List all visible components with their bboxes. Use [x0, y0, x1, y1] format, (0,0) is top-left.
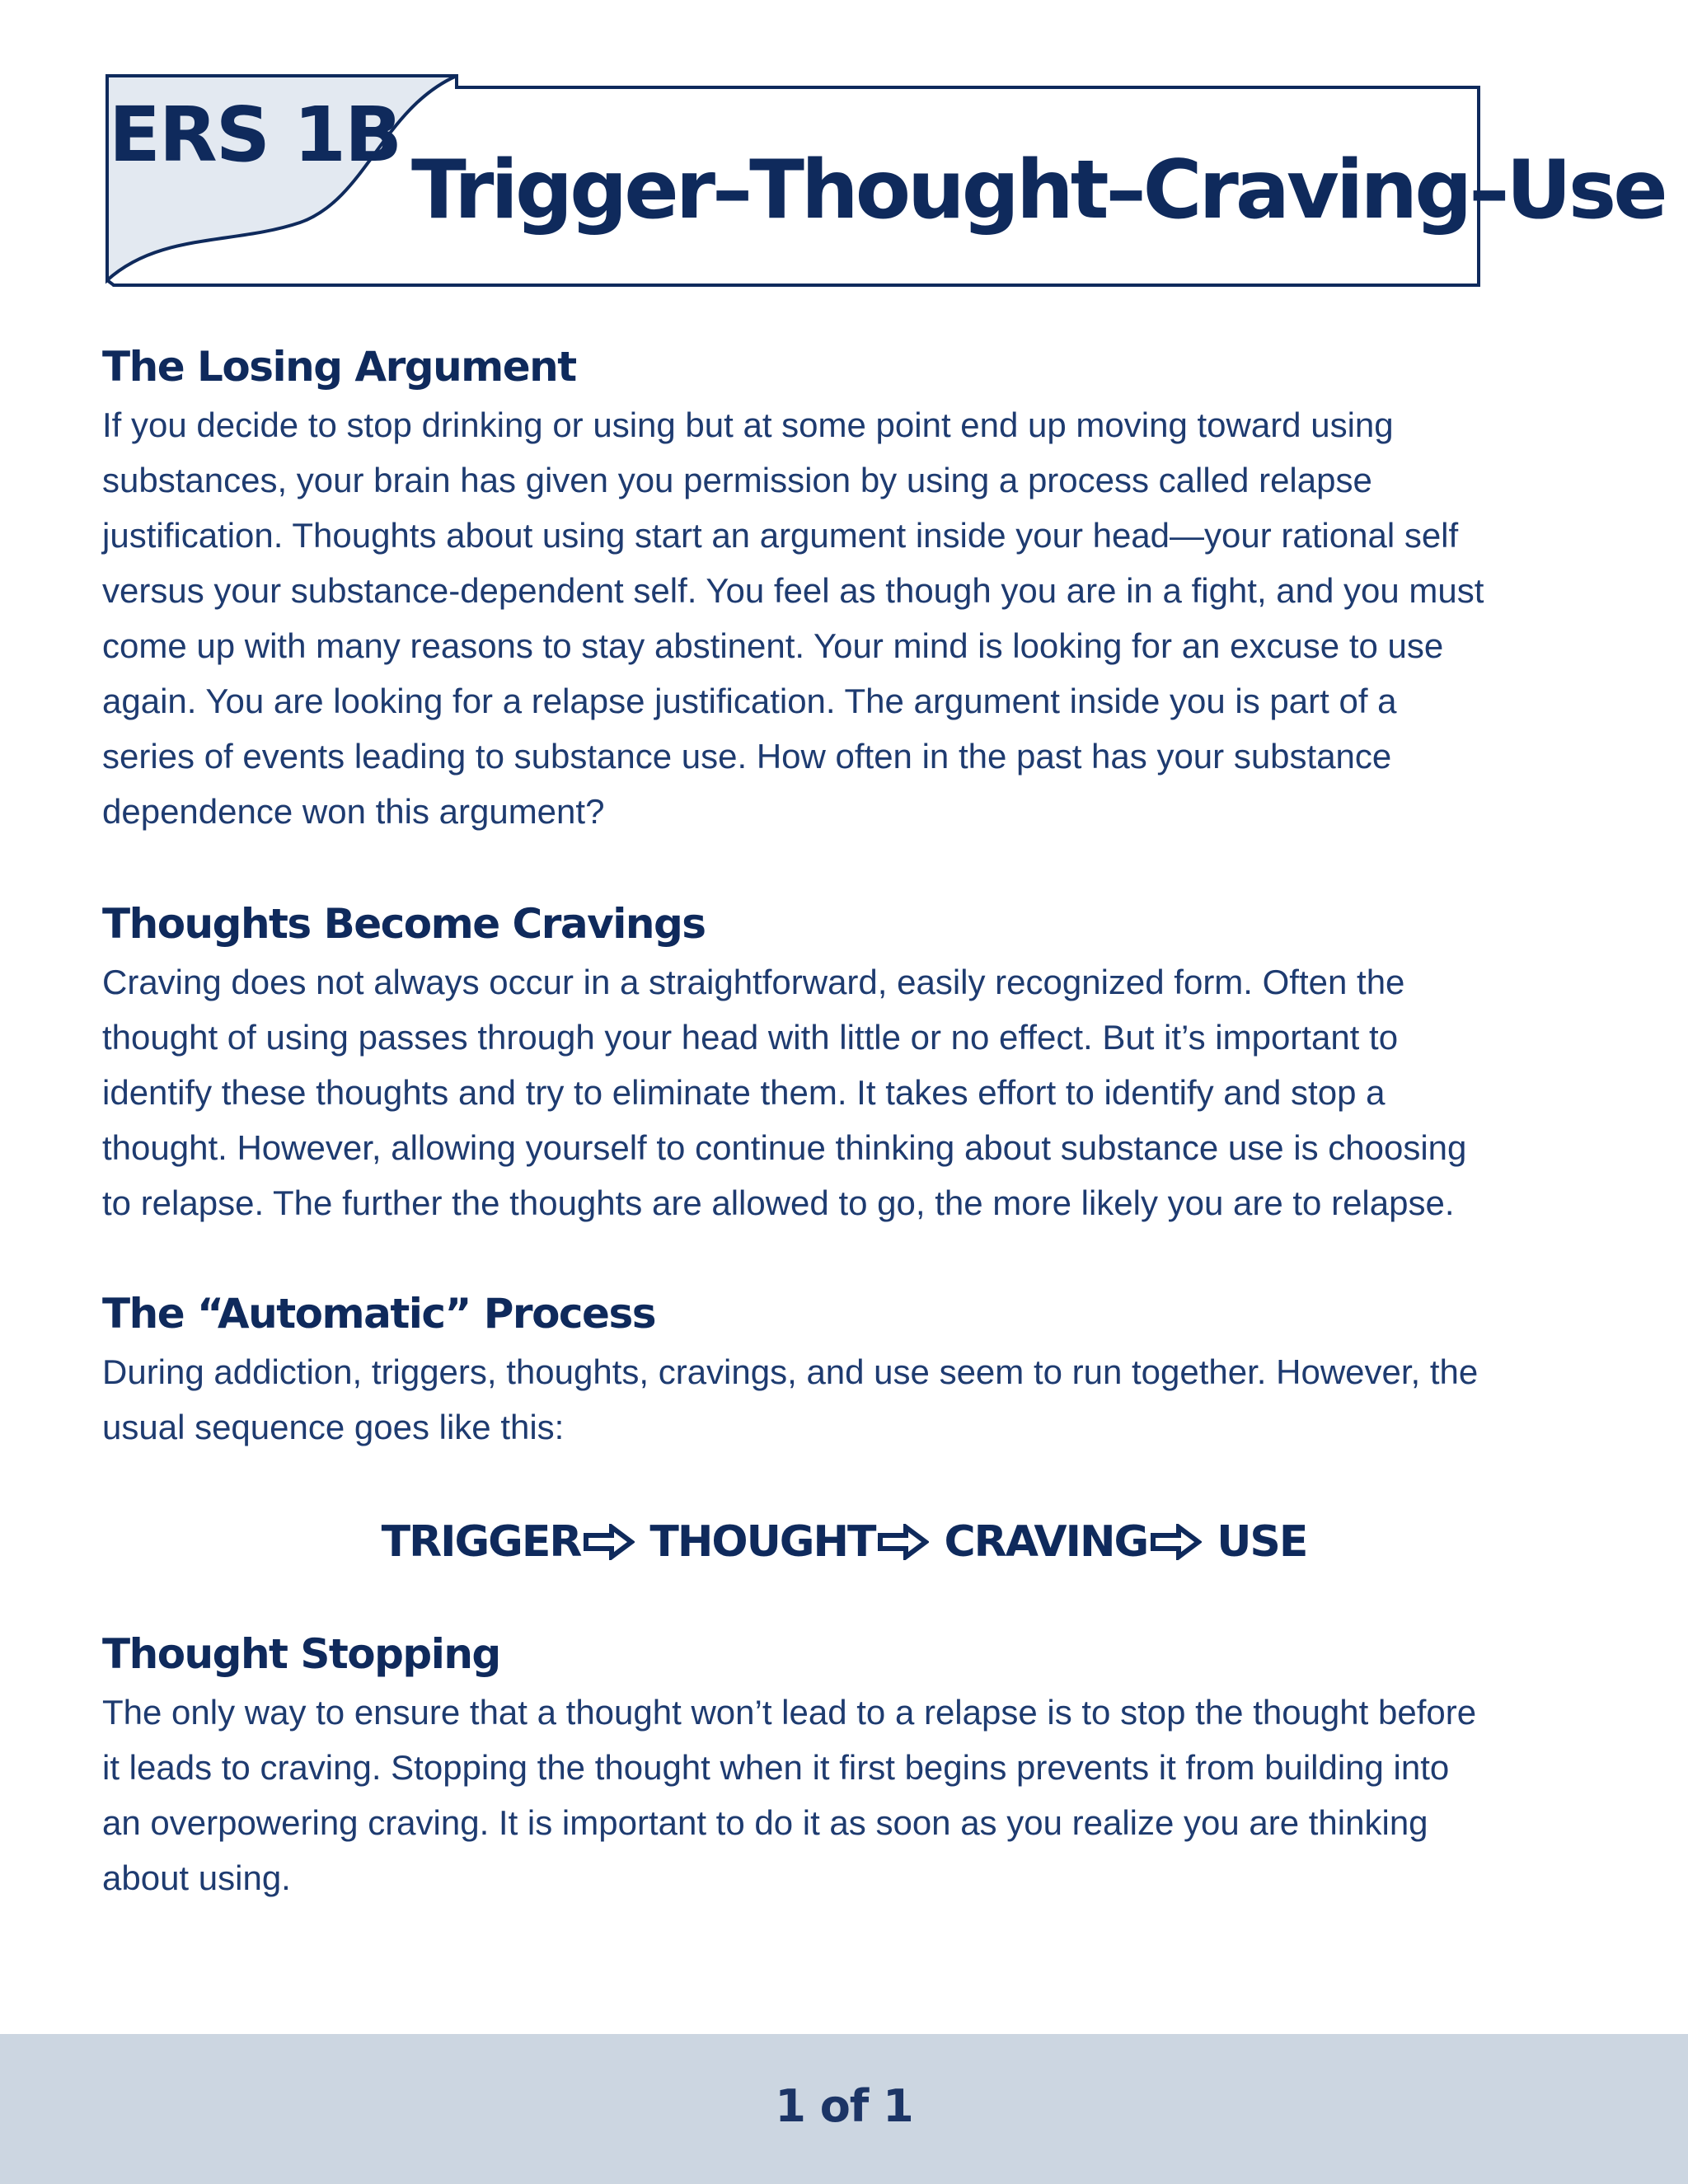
sequence-step-trigger — [382, 1517, 650, 1567]
right-arrow-outline-icon — [584, 1524, 635, 1560]
sequence-step-use — [1217, 1517, 1306, 1567]
document-code: ERS 1B — [109, 91, 401, 179]
section-heading: The “Automatic” Process — [102, 1290, 655, 1338]
sequence-step-label: CRAVING — [944, 1517, 1148, 1567]
title-banner — [102, 76, 1665, 287]
sequence-step-label: USE — [1217, 1517, 1307, 1567]
sequence-step-thought — [649, 1517, 944, 1567]
section-heading: Thought Stopping — [102, 1630, 500, 1678]
sequence-step-label: TRIGGER — [381, 1517, 581, 1567]
sequence-diagram — [0, 1513, 1688, 1571]
section-losing-argument — [102, 341, 1487, 839]
page-title: Trigger–Thought–Craving–Use — [411, 143, 1665, 237]
section-automatic-process — [102, 1288, 1487, 1455]
right-arrow-outline-icon — [1151, 1524, 1202, 1560]
page-number: 1 of 1 — [775, 2079, 913, 2132]
page-footer — [0, 2034, 1688, 2184]
section-body: The only way to ensure that a thought won’t lead to a relapse is to stop the thought before it leads to craving. Stopping the thought when it first begins prevents it from building into an overpowering craving. It is important to do it as soon as you realize you are thinking about using. — [102, 1693, 1477, 1897]
section-thought-stopping — [102, 1629, 1487, 1905]
sequence-step-craving — [944, 1517, 1217, 1567]
right-arrow-outline-icon — [878, 1524, 929, 1560]
section-heading: Thoughts Become Cravings — [102, 900, 706, 948]
section-body: During addiction, triggers, thoughts, cravings, and use seem to run together. However, the usual sequence goes like this: — [102, 1352, 1479, 1446]
section-heading: The Losing Argument — [102, 343, 576, 391]
sequence-step-label: THOUGHT — [649, 1517, 875, 1567]
section-body: Craving does not always occur in a straightforward, easily recognized form. Often the thought of using passes through your head with little or no effect. But it’s important to identify these thoughts and try to eliminate them. It takes effort to identify and stop a thought. However, allowing yourself to continue thinking about substance use is choosing to relapse. The further the thoughts are allowed to go, the more likely you are to relapse. — [102, 963, 1467, 1222]
section-body: If you decide to stop drinking or using but at some point end up moving toward using substances, your brain has given you permission by using a process called relapse justification. Thoughts about using start an argument inside your head—your rational self versus your substance-dependent self. You feel as though you are in a fight, and you must come up with many reasons to stay abstinent. Your mind is looking for an excuse to use again. You are looking for a relapse justification. The argument inside you is part of a series of events leading to substance use. How often in the past has your substance dependence won this argument? — [102, 405, 1484, 831]
section-thoughts-become-cravings — [102, 898, 1487, 1230]
